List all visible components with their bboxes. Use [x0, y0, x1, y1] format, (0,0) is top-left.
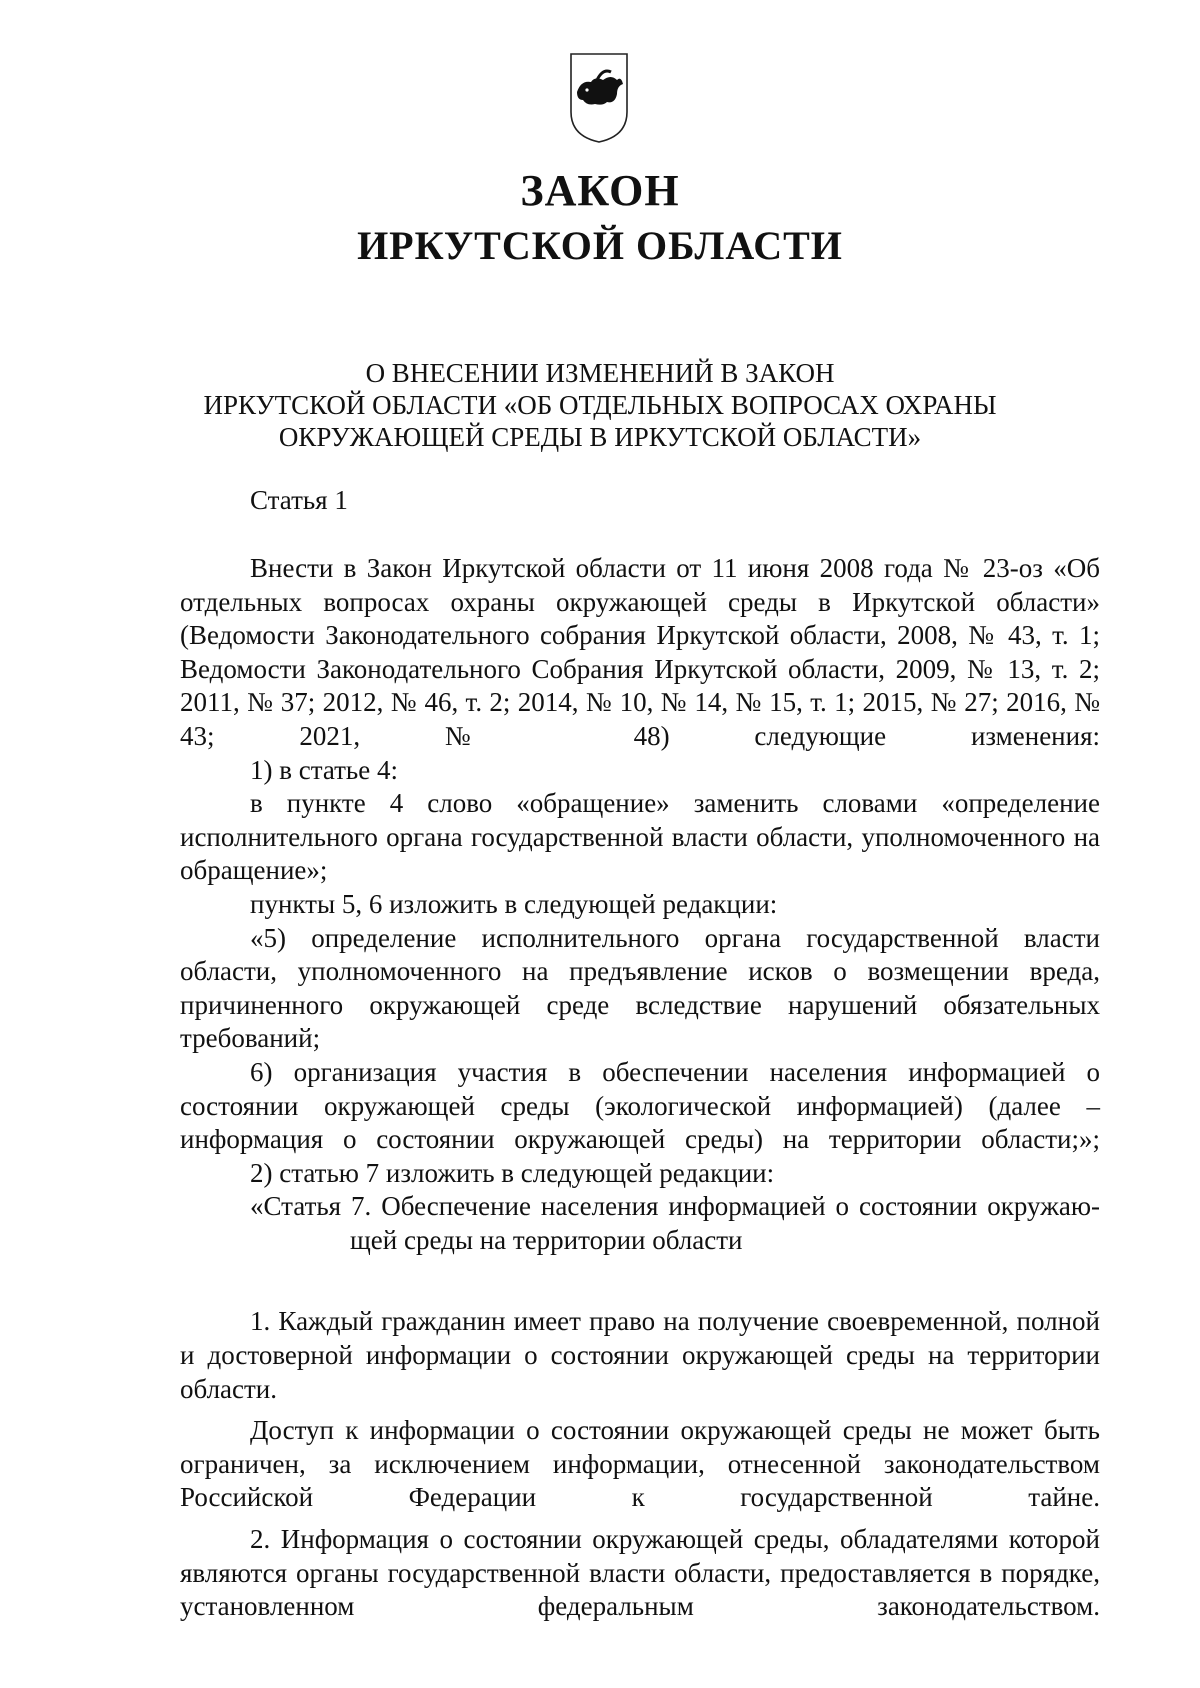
- paragraph: в пункте 4 слово «обращение» заменить словами «определение исполнительного органа государственной власти области, уполномоченного на обращение»;: [180, 788, 1100, 886]
- heading-line: ОКРУЖАЮЩЕЙ СРЕДЫ В ИРКУТСКОЙ ОБЛАСТИ»: [278, 422, 922, 452]
- paragraph: пункты 5, 6 изложить в следующей редакции:: [250, 888, 778, 919]
- law-body: [180, 552, 1100, 1624]
- article-7-title: «Статья 7. Обеспечение населения информацией о состоянии окружаю-: [250, 1191, 1100, 1222]
- paragraph: «5) определение исполнительного органа государственной власти области, уполномоченного на предъявление исков о возмещении вреда, причиненного окружающей среде вследствие нарушений обязательных требований;: [180, 922, 1100, 1054]
- heading-line: ИРКУТСКОЙ ОБЛАСТИ «ОБ ОТДЕЛЬНЫХ ВОПРОСАХ ОХРАНЫ: [203, 390, 997, 420]
- paragraph: Внести в Закон Иркутской области от 11 июня 2008 года № 23-оз «Об отдельных вопросах охраны окружающей среды в Иркутской области» (Ведомости Законодательного собрания Иркутской области, 2008, № 43, т. 1; Ведомости Законодательного Собрания Иркутской области, 2009, № 13, т. 2; 2011, № 37; 2012, № 46, т. 2; 2014, № 10, № 14, № 15, т. 1; 2015, № 27; 2016, № 43; 2021, № 48) следующие изменения:: [180, 553, 1100, 751]
- paragraph: 2) статью 7 изложить в следующей редакции:: [250, 1157, 775, 1188]
- region-title: ИРКУТСКОЙ ОБЛАСТИ: [357, 223, 843, 268]
- paragraph: 2. Информация о состоянии окружающей среды, обладателями которой являются органы государственной власти области, предоставляется в порядке, установленном федеральным законодательством.: [180, 1524, 1100, 1622]
- paragraph: 1) в статье 4:: [250, 754, 398, 785]
- article-label: Статья 1: [250, 485, 348, 515]
- paragraph: Доступ к информации о состоянии окружающей среды не может быть ограничен, за исключением информации, отнесенной законодательством Российской Федерации к государственной тайне.: [180, 1415, 1100, 1513]
- paragraph: 6) организация участия в обеспечении населения информацией о состоянии окружающей среды (экологической информацией) (далее – информация о состоянии окружающей среды) на территории области;»;: [180, 1056, 1100, 1155]
- paragraph: 1. Каждый гражданин имеет право на получение своевременной, полной и достоверной информации о состоянии окружающей среды на территории области.: [180, 1306, 1100, 1404]
- article-7-title-continued: щей среды на территории области: [350, 1224, 743, 1255]
- coat-of-arms-icon: [567, 50, 631, 146]
- law-heading: [150, 357, 1050, 453]
- law-title: ЗАКОН: [520, 166, 680, 215]
- heading-line: О ВНЕСЕНИИ ИЗМЕНЕНИЙ В ЗАКОН: [365, 358, 835, 388]
